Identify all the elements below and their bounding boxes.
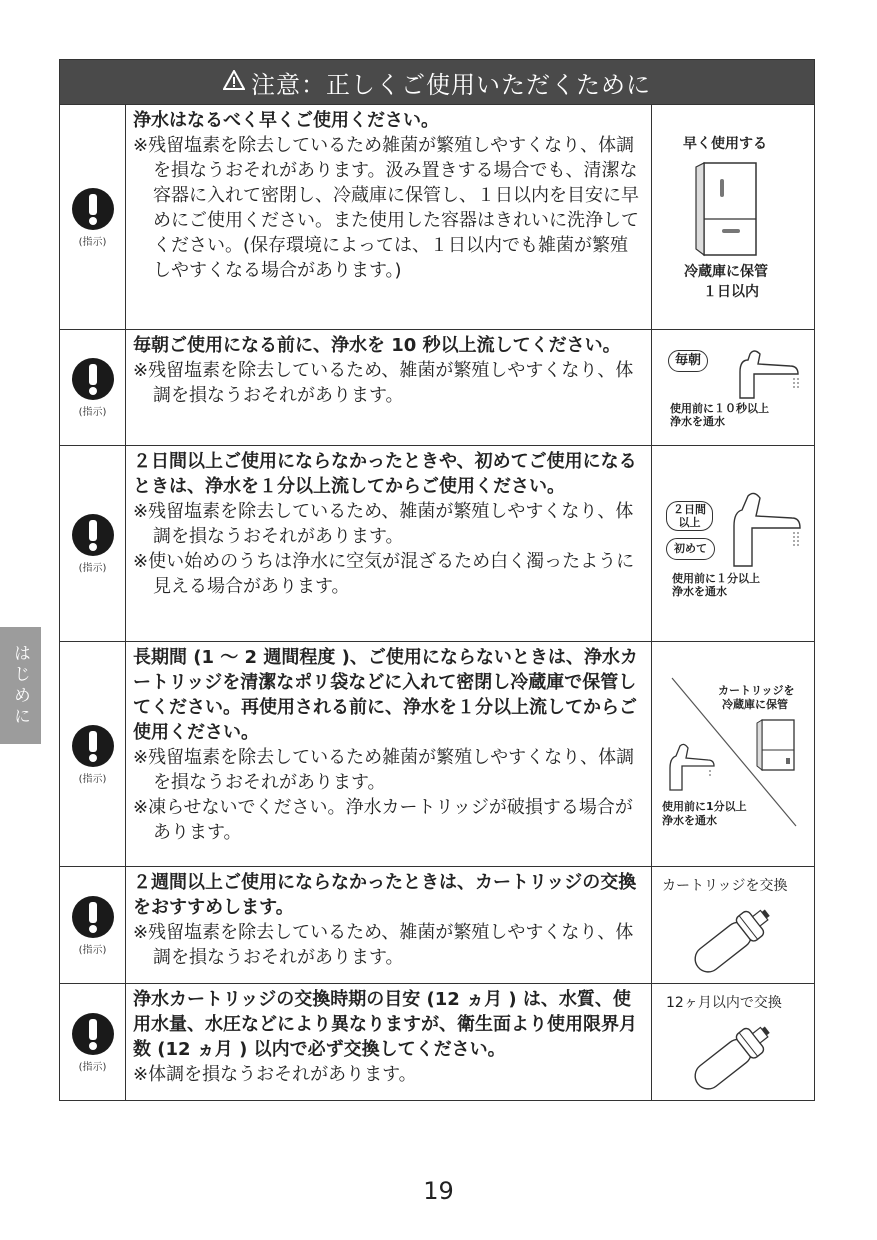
exclamation-circle-icon: [71, 357, 115, 401]
row-note: ※残留塩素を除去しているため雑菌が繁殖しやすくなり、体調を損なうおそれがあります。汲み置きする場合でも、清潔な容器に入れて密閉し、冷蔵庫に保管し、１日以内を目安に早めにご使用ください。また使用した容器はきれいに洗浄してください。(保存環境によっては、１日以内でも雑菌が繁殖しやすくなる場合があります。): [133, 135, 639, 281]
every-morning-badge: 毎朝: [668, 350, 708, 372]
instruction-mark: [60, 105, 126, 329]
faucet-icon: [726, 488, 810, 570]
row-heading: 浄水カートリッジの交換時期の目安 (12 ヵ月 ) は、水質、使用水量、水圧などにより異なりますが、衛生面より使用限界月数 (12 ヵ月 ) 以内で必ず交換してください。: [133, 989, 637, 1060]
row-note: ※使い始めのうちは浄水に空気が混ざるため白く濁ったように見える場合があります。: [133, 551, 635, 597]
exclamation-circle-icon: [71, 1012, 115, 1056]
storage-illustration: [652, 642, 814, 866]
cartridge-icon: [682, 1020, 782, 1092]
faucet-illustration: [652, 330, 814, 445]
table-title: 注意：正しくご使用いただくために: [251, 70, 651, 99]
row-heading: 浄水はなるべく早くご使用ください。: [133, 110, 439, 131]
instruction-mark: [60, 984, 126, 1100]
two-days-badge: [666, 501, 713, 531]
caution-row: [60, 330, 814, 446]
faucet-illustration: [652, 446, 814, 641]
faucet-icon: [664, 742, 720, 792]
fig-caption: 使用前に１０秒以上: [670, 402, 769, 415]
row-note: ※凍らせないでください。浄水カートリッジが破損する場合があります。: [133, 797, 633, 843]
faucet-icon: [728, 344, 808, 400]
fig-caption: カートリッジを: [718, 684, 795, 697]
fig-caption: 使用前に1分以上: [662, 800, 747, 813]
refrigerator-icon: [756, 718, 796, 772]
caution-row: [60, 642, 814, 867]
caution-row: [60, 867, 814, 984]
section-tab-label: はじめに: [10, 643, 30, 728]
cartridge-illustration: [652, 984, 814, 1100]
caution-table: [59, 59, 815, 1101]
badge-line: 以上: [678, 516, 701, 529]
instruction-label: (指示): [78, 236, 107, 248]
fig-caption: カートリッジを交換: [662, 878, 788, 894]
instruction-mark: [60, 446, 126, 641]
instruction-mark: [60, 642, 126, 866]
row-heading: 長期間 (1 〜 2 週間程度 )、ご使用にならないときは、浄水カートリッジを清潔なポリ袋などに入れて密閉し冷蔵庫で保管してください。再使用される前に、浄水を１分以上流してからご使用ください。: [133, 647, 638, 743]
instruction-label: (指示): [78, 407, 107, 418]
cartridge-illustration: [652, 867, 814, 983]
row-text: [126, 105, 652, 329]
row-note: ※残留塩素を除去しているため、雑菌が繁殖しやすくなり、体調を損なうおそれがあります。: [133, 501, 634, 547]
row-text: [126, 446, 652, 641]
row-note: ※残留塩素を除去しているため、雑菌が繁殖しやすくなり、体調を損なうおそれがあります。: [133, 922, 634, 968]
row-heading: ２日間以上ご使用にならなかったときや、初めてご使用になるときは、浄水を１分以上流してからご使用ください。: [133, 451, 637, 497]
row-note: ※残留塩素を除去しているため、雑菌が繁殖しやすくなり、体調を損なうおそれがあります。: [133, 360, 634, 406]
exclamation-circle-icon: [71, 187, 115, 231]
exclamation-circle-icon: [71, 724, 115, 768]
first-time-badge: 初めて: [666, 538, 715, 560]
instruction-mark: [60, 330, 126, 445]
instruction-label: (指示): [78, 773, 107, 785]
warning-triangle-icon: [223, 68, 245, 96]
fig-caption: 使用前に１分以上: [672, 572, 760, 585]
fig-caption: 冷蔵庫に保管: [684, 264, 768, 280]
section-tab: [0, 627, 41, 744]
row-note: ※体調を損なうおそれがあります。: [133, 1064, 417, 1085]
fig-caption: 浄水を通水: [662, 814, 717, 827]
fig-caption: 12ヶ月以内で交換: [666, 995, 782, 1011]
instruction-label: (指示): [78, 563, 107, 574]
caution-row: [60, 105, 814, 330]
fig-caption: １日以内: [703, 284, 759, 300]
row-note: ※残留塩素を除去しているため雑菌が繁殖しやすくなり、体調を損なうおそれがあります。: [133, 747, 635, 793]
fig-caption: 浄水を通水: [670, 415, 725, 428]
exclamation-circle-icon: [71, 895, 115, 939]
fig-caption: 冷蔵庫に保管: [722, 698, 788, 711]
row-text: [126, 330, 652, 445]
row-text: [126, 984, 652, 1100]
caution-row: [60, 446, 814, 642]
row-heading: 毎朝ご使用になる前に、浄水を 10 秒以上流してください。: [133, 335, 621, 356]
page-number: 19: [423, 1177, 454, 1205]
refrigerator-icon: [694, 161, 760, 257]
row-text: [126, 642, 652, 866]
fig-caption: 早く使用する: [683, 136, 767, 152]
table-header: [60, 60, 814, 105]
instruction-mark: [60, 867, 126, 983]
exclamation-circle-icon: [71, 513, 115, 557]
instruction-label: (指示): [78, 1061, 107, 1073]
row-text: [126, 867, 652, 983]
row-heading: ２週間以上ご使用にならなかったときは、カートリッジの交換をおすすめします。: [133, 872, 637, 918]
fig-caption: 浄水を通水: [672, 585, 727, 598]
fridge-illustration: [652, 105, 814, 329]
badge-line: ２日間: [673, 503, 706, 516]
caution-row: [60, 984, 814, 1100]
cartridge-icon: [682, 903, 782, 975]
instruction-label: (指示): [78, 944, 107, 956]
